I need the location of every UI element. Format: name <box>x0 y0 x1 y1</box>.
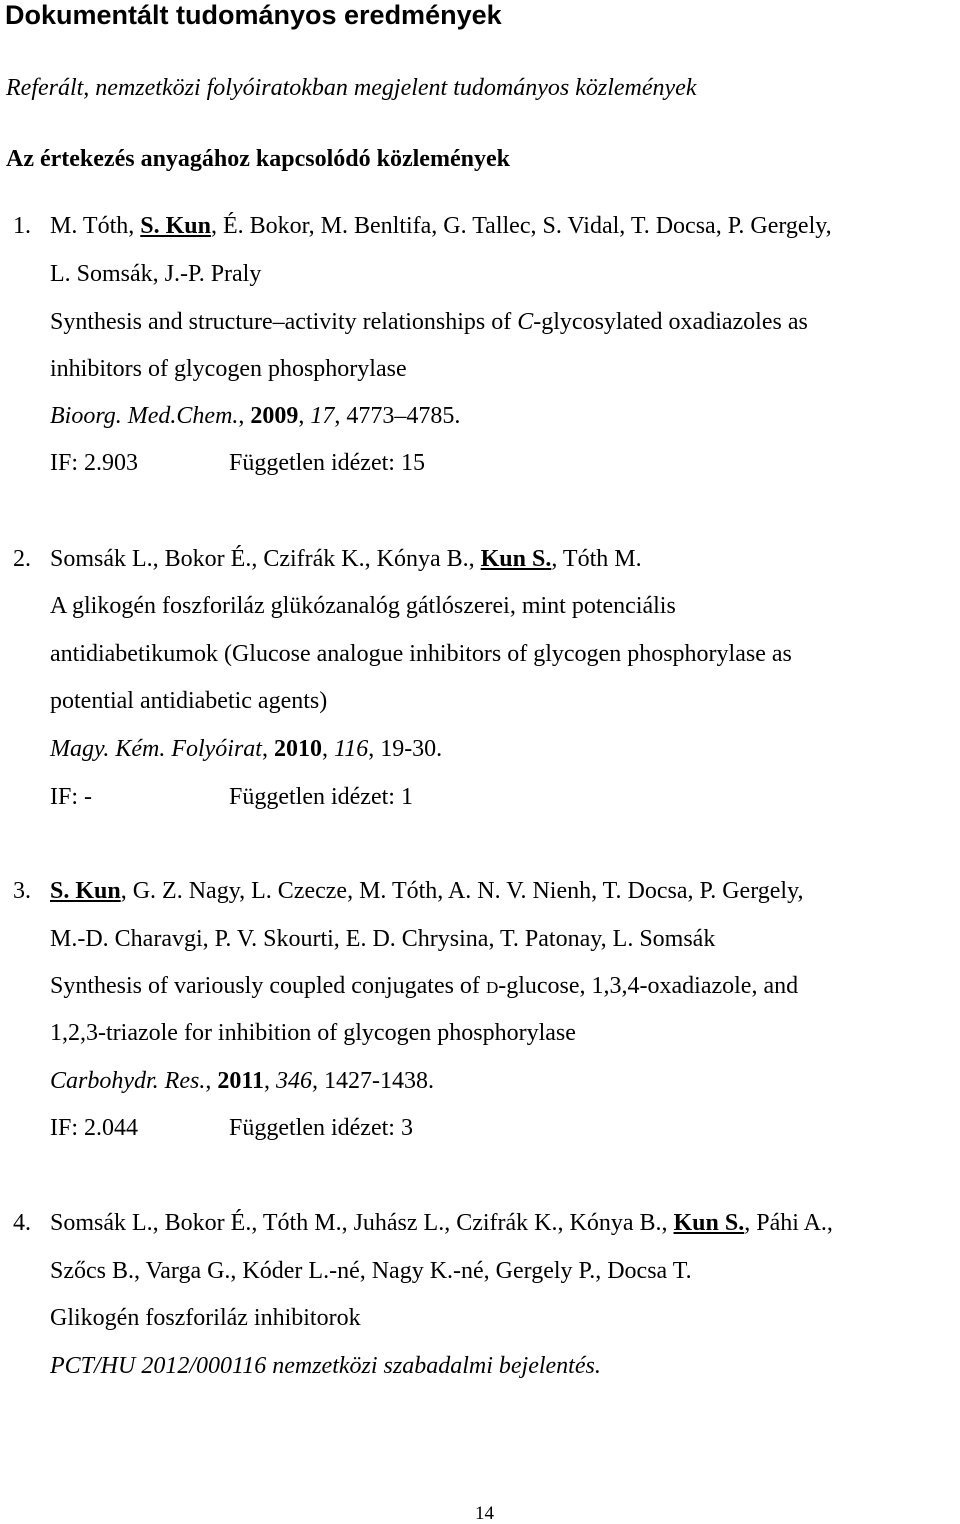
citation: Magy. Kém. Folyóirat, 2010, 116, 19-30. <box>50 736 443 762</box>
authors-line-1: Somsák L., Bokor É., Czifrák K., Kónya B., Kun S., Tóth M. <box>50 546 642 572</box>
pub-title-line-2: antidiabetikumok (Glucose analogue inhibitors of glycogen phosphorylase as <box>50 641 792 667</box>
year: 2011 <box>217 1068 265 1094</box>
pub-title-line-2: inhibitors of glycogen phosphorylase <box>50 356 407 382</box>
journal: Magy. Kém. Folyóirat <box>50 736 262 762</box>
authors-line-2: L. Somsák, J.-P. Praly <box>50 261 262 287</box>
independent-citations: Független idézet: 1 <box>229 784 413 810</box>
page-number: 14 <box>475 1503 494 1524</box>
volume: 346, <box>276 1068 319 1094</box>
highlighted-author: Kun S. <box>673 1210 745 1236</box>
patent-reference: PCT/HU 2012/000116 nemzetközi szabadalmi bejelentés. <box>50 1353 601 1379</box>
highlighted-author: S. Kun <box>140 213 211 239</box>
pub-number: 1. <box>13 213 31 239</box>
volume: 116 <box>333 736 369 762</box>
volume: 17 <box>310 403 335 429</box>
authors-line-2: Szőcs B., Varga G., Kóder L.-né, Nagy K.-né, Gergely P., Docsa T. <box>50 1258 692 1284</box>
impact-factor: IF: 2.044 <box>50 1115 139 1141</box>
pub-title-line-3: potential antidiabetic agents) <box>50 688 328 714</box>
year: 2010 <box>273 736 322 762</box>
section-heading: Az értekezés anyagához kapcsolódó közlemények <box>6 146 510 172</box>
subtitle: Referált, nemzetközi folyóiratokban megjelent tudományos közlemények <box>6 75 697 101</box>
citation: Carbohydr. Res., 2011, 346, 1427-1438. <box>50 1068 435 1094</box>
authors-line-1: S. Kun, G. Z. Nagy, L. Czecze, M. Tóth, A. N. V. Nienh, T. Docsa, P. Gergely, <box>50 878 804 904</box>
authors-line-1: M. Tóth, S. Kun, É. Bokor, M. Benltifa, G. Tallec, S. Vidal, T. Docsa, P. Gergely, <box>50 213 832 239</box>
impact-factor: IF: 2.903 <box>50 450 139 476</box>
year: 2009 <box>250 403 299 429</box>
pub-title-line-1: Synthesis of variously coupled conjugates of d-glucose, 1,3,4-oxadiazole, and <box>50 973 799 999</box>
pub-title-line-1: Glikogén foszforiláz inhibitorok <box>50 1305 361 1331</box>
impact-factor: IF: - <box>50 784 92 810</box>
journal: Carbohydr. Res. <box>50 1068 206 1094</box>
journal: Bioorg. Med.Chem. <box>50 403 239 429</box>
pub-title-line-2: 1,2,3-triazole for inhibition of glycogen phosphorylase <box>50 1020 576 1046</box>
authors-line-1: Somsák L., Bokor É., Tóth M., Juhász L., Czifrák K., Kónya B., Kun S., Páhi A., <box>50 1210 833 1236</box>
pub-number: 3. <box>13 878 31 904</box>
highlighted-author: S. Kun <box>50 878 121 904</box>
pub-number: 2. <box>13 546 31 572</box>
pub-number: 4. <box>13 1210 31 1236</box>
citation: Bioorg. Med.Chem., 2009, 17, 4773–4785. <box>50 403 461 429</box>
highlighted-author: Kun S. <box>480 546 552 572</box>
pub-title-line-1: Synthesis and structure–activity relationships of C-glycosylated oxadiazoles as <box>50 309 808 335</box>
independent-citations: Független idézet: 3 <box>229 1115 413 1141</box>
pub-title-line-1: A glikogén foszforiláz glükózanalóg gátlószerei, mint potenciális <box>50 593 676 619</box>
page-title: Dokumentált tudományos eredmények <box>5 0 502 30</box>
authors-line-2: M.-D. Charavgi, P. V. Skourti, E. D. Chrysina, T. Patonay, L. Somsák <box>50 926 716 952</box>
independent-citations: Független idézet: 15 <box>229 450 425 476</box>
